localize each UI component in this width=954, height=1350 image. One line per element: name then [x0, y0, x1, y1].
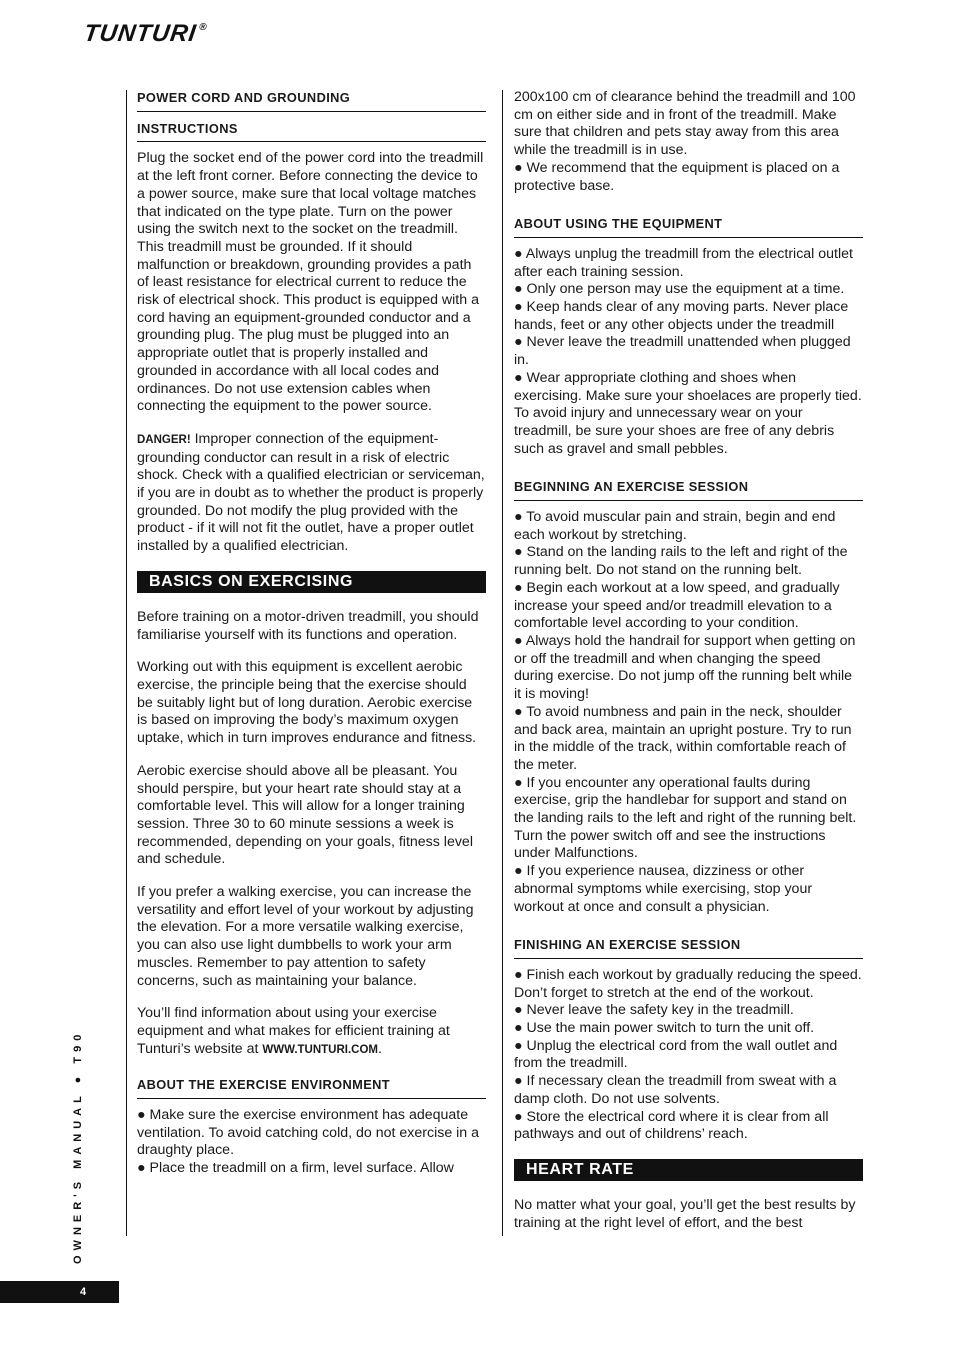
list-item: ● Only one person may use the equipment at a time. [514, 281, 845, 298]
basics-paragraph-2: Working out with this equipment is excellent aerobic exercise, the principle being that the exercise should be suitably light but of long duration. Aerobic exercise is based on improving the body’s maximum oxygen uptake, which in turn improves endurance and fitness. [137, 659, 477, 747]
list-item: ● Store the electrical cord where it is clear from all pathways and out of childrens’ reach. [514, 1108, 829, 1143]
brand-logo: TUNTURI® [82, 20, 209, 47]
list-item: ● Wear appropriate clothing and shoes when exercising. Make sure your shoelaces are properly tied. To avoid injury and unnecessary wear on your treadmill, be sure your shoes are free of any debris such as gravel and small pebbles. [514, 369, 862, 457]
basics-paragraph-3: Aerobic exercise should above all be pleasant. You should perspire, but your heart rate should stay at a comfortable level. This will allow for a longer training session. Three 30 to 60 minute sessions a week is recommended, depending on your goals, fitness level and schedule. [137, 762, 473, 868]
clearance-paragraph: 200x100 cm of clearance behind the treadmill and 100 cm on either side and in front of the treadmill. Make sure that children and pets stay away from this area while the treadmill is in use. [514, 89, 856, 159]
section-heading-instructions: INSTRUCTIONS [137, 118, 486, 143]
list-item: ● Never leave the treadmill unattended when plugged in. [514, 334, 851, 369]
list-item: ● Begin each workout at a low speed, and gradually increase your speed and/or treadmill elevation to a comfortable level according to your condition. [514, 579, 840, 632]
website-period: . [378, 1040, 382, 1057]
left-column-rule [126, 90, 127, 1236]
section-heading-power-cord: POWER CORD AND GROUNDING [137, 87, 486, 112]
basics-paragraph-1: Before training on a motor-driven treadmill, you should familiarise yourself with its functions and operation. [137, 608, 479, 643]
list-item: ● Always unplug the treadmill from the electrical outlet after each training session. [514, 245, 853, 280]
heart-rate-paragraph: No matter what your goal, you’ll get the best results by training at the right level of effort, and the best [514, 1196, 856, 1231]
band-heart-rate: HEART RATE [514, 1159, 863, 1181]
list-item: ● Use the main power switch to turn the unit off. [514, 1020, 815, 1037]
danger-text: Improper connection of the equipment-grounding conductor can result in a risk of electric shock. Check with a qualified electrician or serviceman, if you are in doubt as to whether the product is properly grounded. Do not modify the plug provided with the product - if it will not fit the outlet, have a proper outlet installed by a qualified electrician. [137, 430, 485, 555]
list-item: ● Never leave the safety key in the treadmill. [514, 1002, 794, 1019]
list-item: ● Finish each workout by gradually reducing the speed. Don’t forget to stretch at the end of the workout. [514, 966, 862, 1001]
center-column-rule [502, 90, 503, 1236]
list-item: ● Stand on the landing rails to the left and right of the running belt. Do not stand on the running belt. [514, 544, 848, 579]
danger-paragraph [137, 431, 486, 556]
page-number: 4 [80, 1286, 87, 1298]
website-text: You’ll find information about using your exercise equipment and what makes for efficient training at Tunturi’s website at [137, 1005, 450, 1057]
list-item: ● Keep hands clear of any moving parts. Never place hands, feet or any other objects under the treadmill [514, 299, 849, 333]
section-heading-finishing-session: FINISHING AN EXERCISE SESSION [514, 934, 863, 959]
band-basics-on-exercising: BASICS ON EXERCISING [137, 571, 486, 593]
list-item: ● To avoid numbness and pain in the neck, shoulder and back area, maintain an upright posture. Try to run in the middle of the track, within comfortable reach of the meter. [514, 703, 852, 773]
basics-paragraph-4: If you prefer a walking exercise, you can increase the versatility and effort level of your workout by adjusting the elevation. For a more versatile walking exercise, you can also use light dumbbells to work your arm muscles. Remember to pay attention to safety concerns, such as maintaining your balance. [137, 884, 474, 989]
right-column [514, 89, 863, 1232]
power-cord-paragraph: Plug the socket end of the power cord into the treadmill at the left front corner. Before connecting the device to a power source, make sure that local voltage matches that indicated on the type plate. Turn on the power using the switch next to the socket on the treadmill. This treadmill must be grounded. If it should malfunction or breakdown, grounding provides a path of least resistance for electrical current to reduce the risk of electrical shock. This product is equipped with a cord having an equipment-grounded conductor and a grounding plug. The plug must be plugged into an appropriate outlet that is properly installed and grounded in accordance with all local codes and ordinances. Do not use extension cables when connecting the equipment to the power source. [137, 150, 484, 415]
page-number-box [0, 1281, 119, 1303]
list-item: ● We recommend that the equipment is placed on a protective base. [514, 159, 840, 194]
left-column [137, 87, 486, 1178]
section-heading-environment: ABOUT THE EXERCISE ENVIRONMENT [137, 1074, 486, 1099]
list-item: ● If you experience nausea, dizziness or other abnormal symptoms while exercising, stop your workout at once and consult a physician. [514, 863, 813, 915]
section-heading-using-equipment: ABOUT USING THE EQUIPMENT [514, 213, 863, 238]
list-item: ● To avoid muscular pain and strain, begin and end each workout by stretching. [514, 509, 836, 543]
list-item: ● Always hold the handrail for support when getting on or off the treadmill and when changing the speed during exercise. Do not jump off the running belt while it is moving! [514, 632, 856, 703]
list-item: ● Place the treadmill on a firm, level surface. Allow [137, 1160, 454, 1177]
owners-manual-sidebar-text: OWNER'S MANUAL ● T90 [72, 1029, 84, 1264]
list-item: ● Unplug the electrical cord from the wall outlet and from the treadmill. [514, 1037, 838, 1072]
section-heading-beginning-session: BEGINNING AN EXERCISE SESSION [514, 476, 863, 501]
list-item: ● If necessary clean the treadmill from sweat with a damp cloth. Do not use solvents. [514, 1073, 837, 1107]
basics-paragraph-5 [137, 1005, 486, 1059]
list-item: ● If you encounter any operational faults during exercise, grip the handlebar for support and stand on the landing rails to the left and right of the running belt. Turn the power switch off and see the instructions under Malfunctions. [514, 774, 857, 862]
list-item: ● Make sure the exercise environment has adequate ventilation. To avoid catching cold, do not exercise in a draughty place. [137, 1107, 480, 1159]
website-link[interactable]: WWW.TUNTURI.COM [262, 1043, 379, 1056]
danger-label: DANGER! [137, 433, 191, 446]
